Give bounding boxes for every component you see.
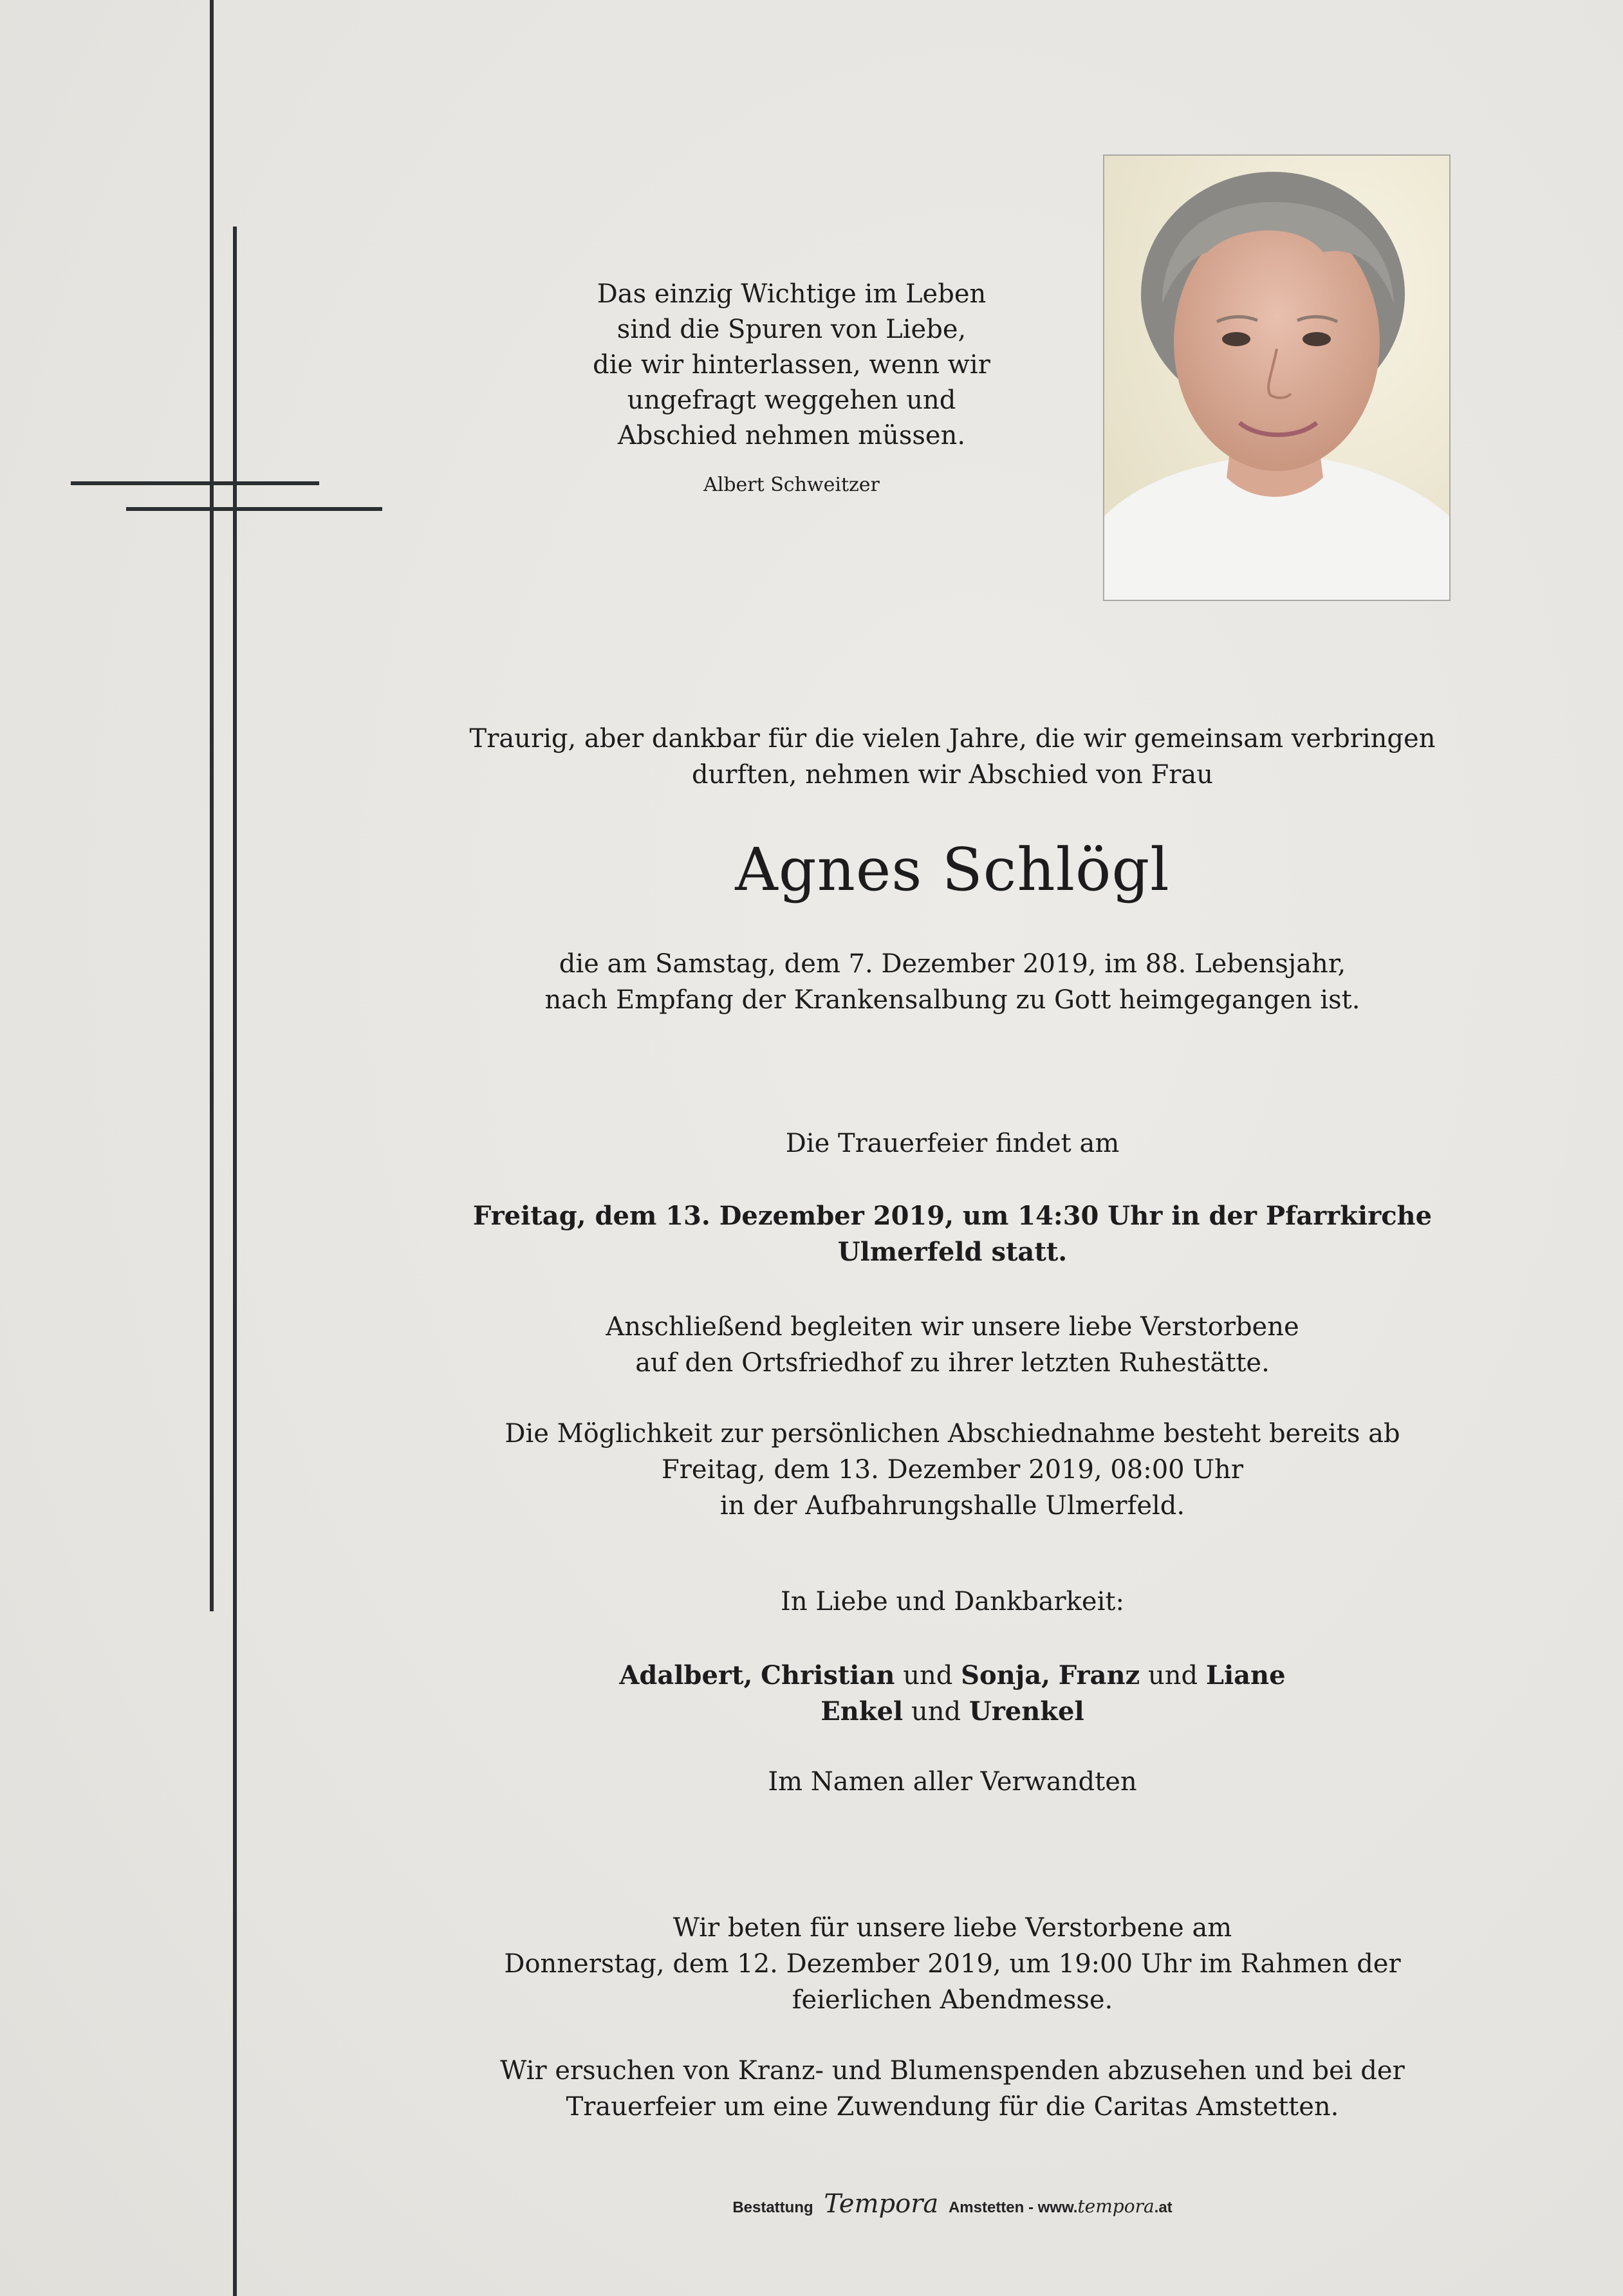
quote-line: Das einzig Wichtige im Leben [597, 279, 987, 309]
mourners-line [515, 1694, 1390, 1730]
mourner-conjunction: und [1140, 1661, 1206, 1690]
cross-vertical-left [210, 0, 214, 1611]
prayer-text [450, 1910, 1454, 2018]
mourner-conjunction: und [895, 1661, 961, 1690]
cross-horizontal-top [71, 481, 319, 485]
viewing-line: Die Möglichkeit zur persönlichen Abschiednahme besteht bereits ab [505, 1419, 1400, 1449]
prayer-line: feierlichen Abendmesse. [792, 1985, 1113, 2015]
mourners [515, 1658, 1390, 1730]
prayer-line: Wir beten für unsere liebe Verstorbene am [672, 1913, 1232, 1943]
quote [566, 277, 1017, 454]
death-notice-line: nach Empfang der Krankensalbung zu Gott heimgegangen ist. [544, 985, 1360, 1015]
mourner-name: Sonja, [961, 1660, 1051, 1690]
donation-text [450, 2053, 1454, 2125]
funeral-date-line: Ulmerfeld statt. [837, 1237, 1068, 1267]
portrait-icon [1104, 156, 1449, 600]
quote-line: die wir hinterlassen, wenn wir [593, 350, 990, 380]
mourner-name: Adalbert, [619, 1660, 753, 1690]
quote-line: Abschied nehmen müssen. [617, 421, 966, 450]
death-notice-line: die am Samstag, dem 7. Dezember 2019, im 88. Lebensjahr, [559, 949, 1346, 979]
prayer-line: Donnerstag, dem 12. Dezember 2019, um 19:00 Uhr im Rahmen der [504, 1949, 1401, 1979]
mourner-name: Urenkel [969, 1696, 1084, 1727]
viewing-line: in der Aufbahrungshalle Ulmerfeld. [719, 1491, 1185, 1521]
relatives-line: Im Namen aller Verwandten [768, 1767, 1137, 1797]
burial-text [515, 1309, 1390, 1381]
mourner-conjunction: und [903, 1697, 969, 1727]
mourner-name: Franz [1058, 1660, 1140, 1690]
cross-horizontal-bottom [126, 507, 382, 511]
cross-vertical-right [233, 227, 237, 2296]
intro-text [450, 721, 1454, 793]
footer-url-brand: tempora [1077, 2196, 1155, 2217]
funeral-date-line: Freitag, dem 13. Dezember 2019, um 14:30 Uhr in der Pfarrkirche [472, 1201, 1433, 1231]
burial-line: Anschließend begleiten wir unsere liebe Verstorbene [606, 1312, 1299, 1342]
quote-line: sind die Spuren von Liebe, [617, 315, 967, 344]
burial-line: auf den Ortsfriedhof zu ihrer letzten Ruhestätte. [635, 1348, 1270, 1378]
footer-imprint [663, 2189, 1242, 2219]
mourner-name: Liane [1205, 1660, 1286, 1690]
viewing-line: Freitag, dem 13. Dezember 2019, 08:00 Uhr [662, 1455, 1243, 1485]
intro-line: durften, nehmen wir Abschied von Frau [692, 760, 1213, 790]
deceased-name: Agnes Schlögl [735, 835, 1170, 904]
thanks-heading: In Liebe und Dankbarkeit: [781, 1587, 1124, 1616]
intro-line: Traurig, aber dankbar für die vielen Jahre, die wir gemeinsam verbringen [469, 724, 1436, 754]
funeral-date [450, 1198, 1454, 1270]
death-notice [515, 946, 1390, 1018]
portrait-photo [1103, 154, 1451, 601]
funeral-intro: Die Trauerfeier findet am [785, 1129, 1120, 1158]
quote-author: Albert Schweitzer [703, 474, 880, 496]
footer-city: Amstetten - www. [948, 2199, 1078, 2216]
mourners-line [515, 1658, 1390, 1694]
footer-url-suffix: .at [1154, 2199, 1173, 2216]
quote-line: ungefragt weggehen und [627, 385, 956, 415]
footer-brand-logo: Tempora [824, 2189, 939, 2219]
mourner-name: Christian [761, 1660, 895, 1690]
footer-prefix: Bestattung [732, 2199, 813, 2216]
viewing-text [450, 1416, 1454, 1524]
donation-line: Trauerfeier um eine Zuwendung für die Caritas Amstetten. [566, 2092, 1339, 2122]
donation-line: Wir ersuchen von Kranz- und Blumenspenden abzusehen und bei der [500, 2056, 1405, 2086]
mourner-name: Enkel [821, 1696, 904, 1727]
